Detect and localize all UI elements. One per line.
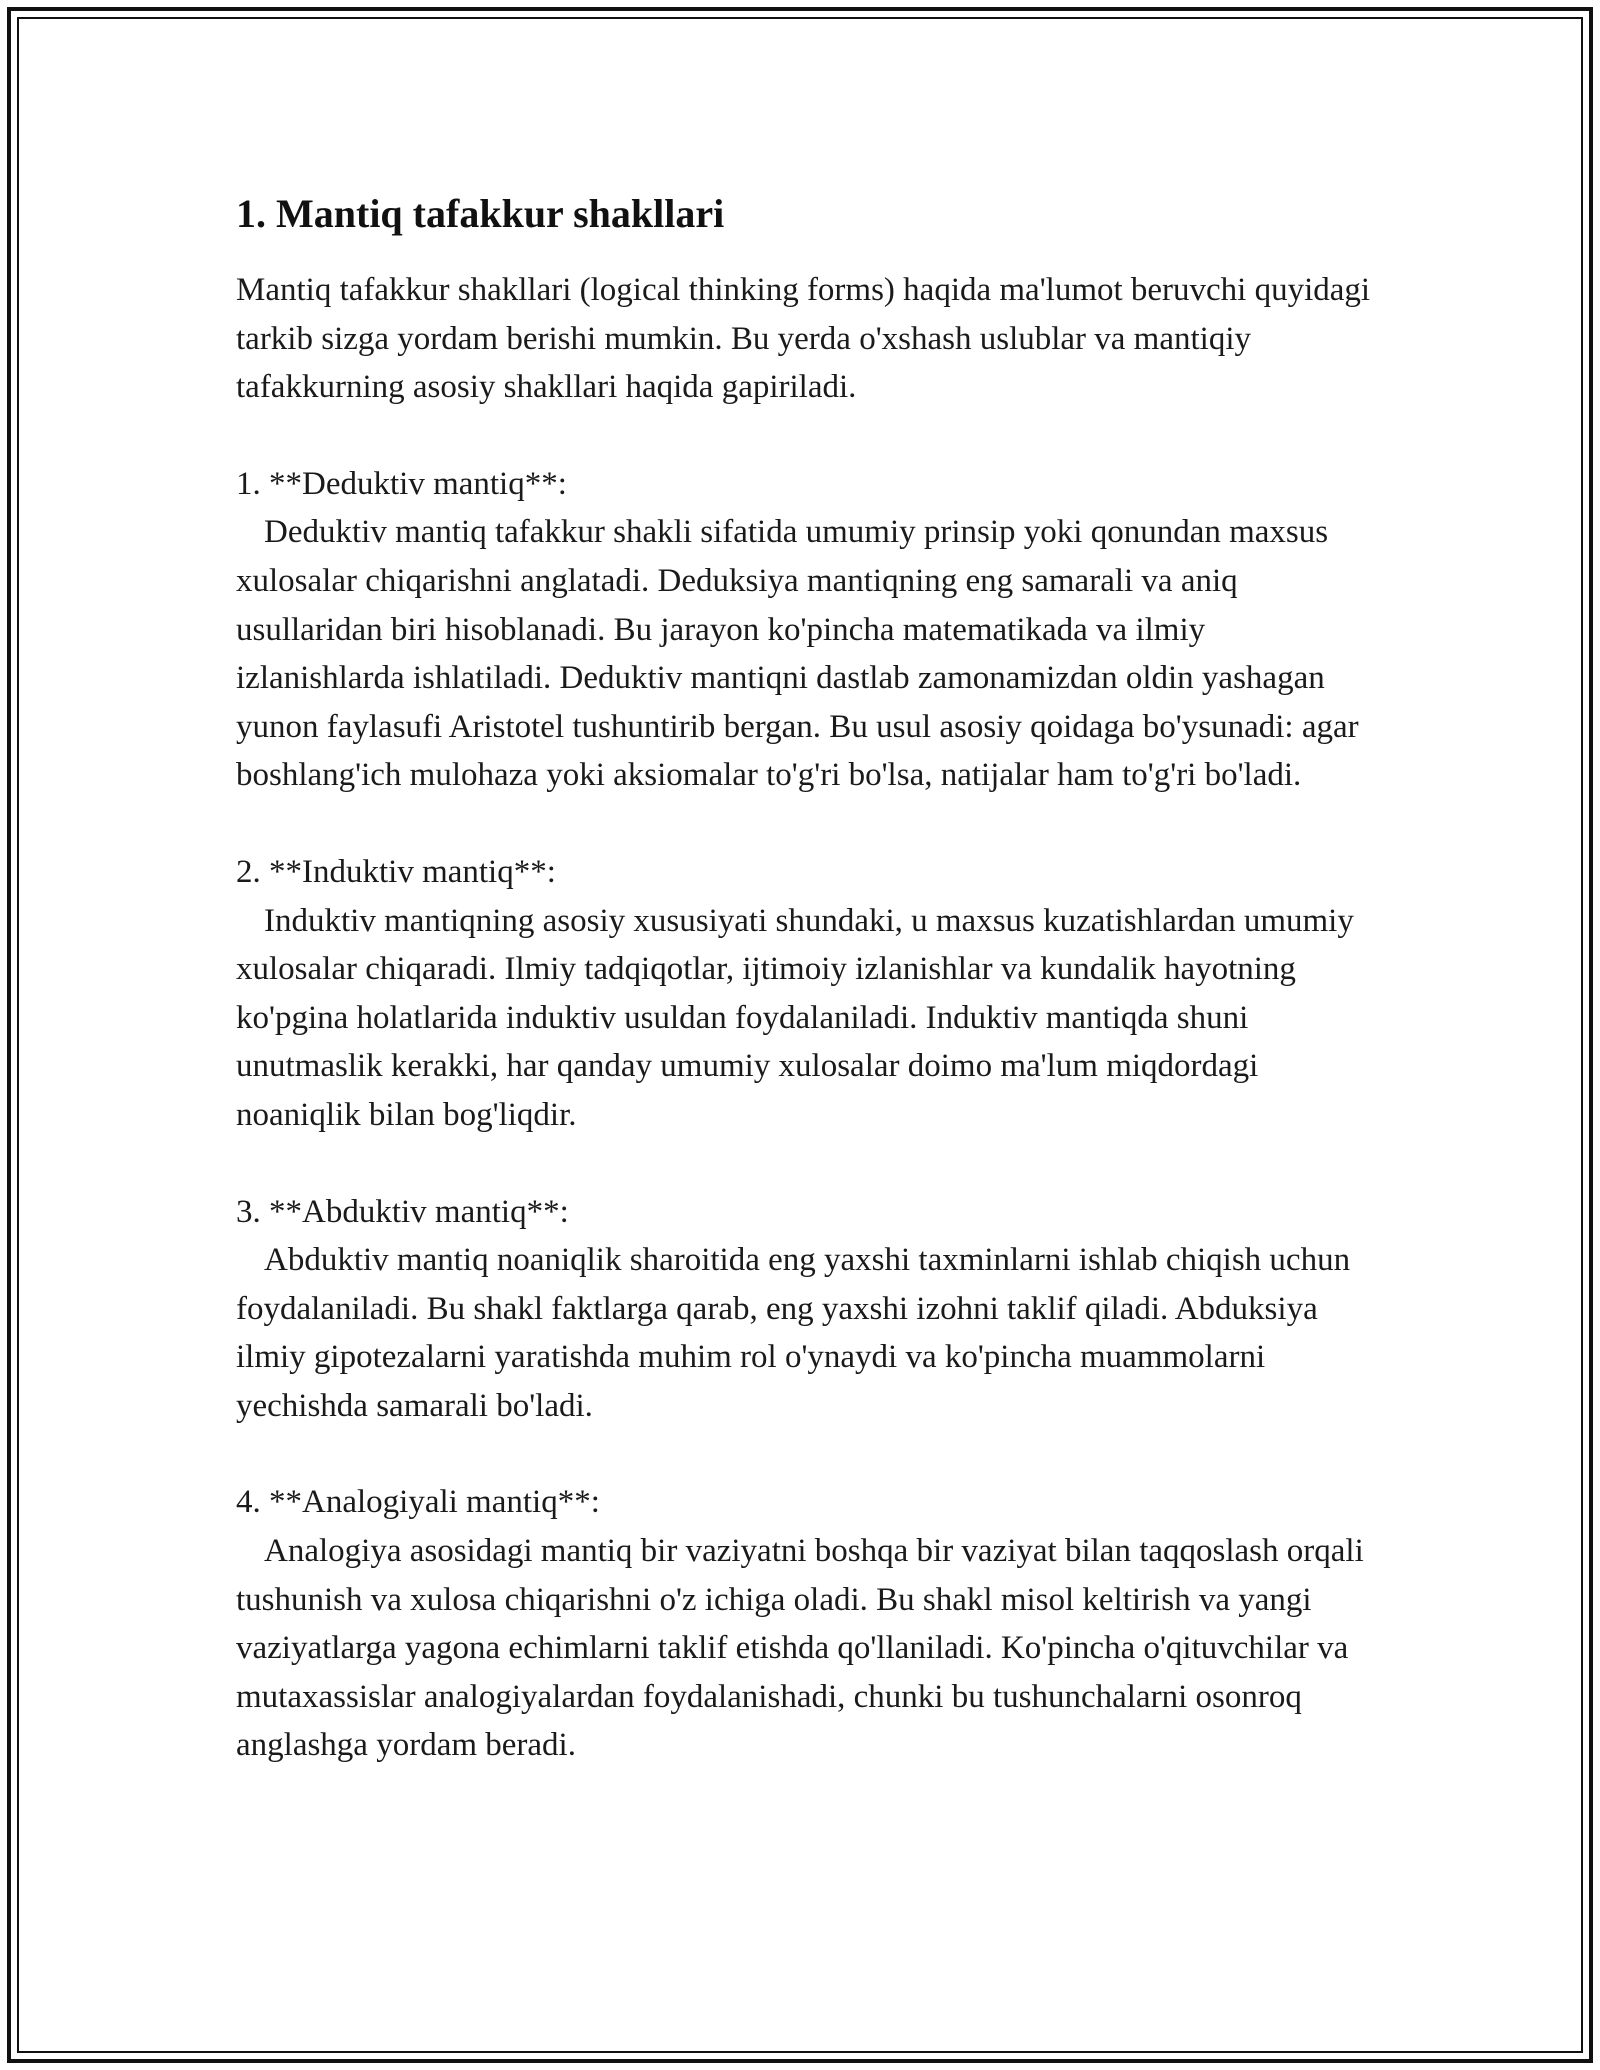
section-heading: 3. **Abduktiv mantiq**: (236, 1193, 569, 1230)
section-heading: 4. **Analogiyali mantiq**: (236, 1484, 600, 1521)
section-deductive (236, 460, 1376, 800)
section-body: Deduktiv mantiq tafakkur shakli sifatida umumiy prinsip yoki qonundan maxsus xulosalar chiqarishni anglatadi. Deduksiya mantiqning eng samarali va aniq usullaridan biri hisoblanadi. Bu jarayon ko'pincha matematikada va ilmiy izlanishlarda ishlatiladi. Deduktiv mantiqni dastlab zamonamizdan oldin yashagan yunon faylasufi Aristotel tushuntirib bergan. Bu usul asosiy qoidaga bo'ysunadi: agar boshlang'ich mulohaza yoki aksiomalar to'g'ri bo'lsa, natijalar ham to'g'ri bo'ladi. (236, 514, 1359, 794)
section-inductive (236, 848, 1376, 1140)
intro-paragraph: Mantiq tafakkur shakllari (logical thinking forms) haqida ma'lumot beruvchi quyidagi tarkib sizga yordam berishi mumkin. Bu yerda o'xshash uslublar va mantiqiy tafakkurning asosiy shakllari haqida gapiriladi. (236, 272, 1371, 406)
section-body: Abduktiv mantiq noaniqlik sharoitida eng yaxshi taxminlarni ishlab chiqish uchun foydalaniladi. Bu shakl faktlarga qarab, eng yaxshi izohni taklif qiladi. Abduksiya ilmiy gipotezalarni yaratishda muhim rol o'ynaydi va ko'pincha muammolarni yechishda samarali bo'ladi. (236, 1242, 1351, 1424)
section-analogical (236, 1478, 1376, 1770)
section-heading: 2. **Induktiv mantiq**: (236, 853, 556, 890)
document-content (236, 184, 1376, 1770)
document-title: 1. Mantiq tafakkur shakllari (236, 191, 725, 236)
section-abductive (236, 1188, 1376, 1431)
section-heading: 1. **Deduktiv mantiq**: (236, 465, 567, 502)
section-body: Induktiv mantiqning asosiy xususiyati shundaki, u maxsus kuzatishlardan umumiy xulosalar chiqaradi. Ilmiy tadqiqotlar, ijtimoiy izlanishlar va kundalik hayotning ko'pgina holatlarida induktiv usuldan foydalaniladi. Induktiv mantiqda shuni unutmaslik kerakki, har qanday umumiy xulosalar doimo ma'lum miqdordagi noaniqlik bilan bog'liqdir. (236, 902, 1354, 1133)
section-body: Analogiya asosidagi mantiq bir vaziyatni boshqa bir vaziyat bilan taqqoslash orqali tushunish va xulosa chiqarishni o'z ichiga oladi. Bu shakl misol keltirish va yangi vaziyatlarga yagona echimlarni taklif etishda qo'llaniladi. Ko'pincha o'qituvchilar va mutaxassislar analogiyalardan foydalanishadi, chunki bu tushunchalarni osonroq anglashga yordam beradi. (236, 1533, 1364, 1764)
